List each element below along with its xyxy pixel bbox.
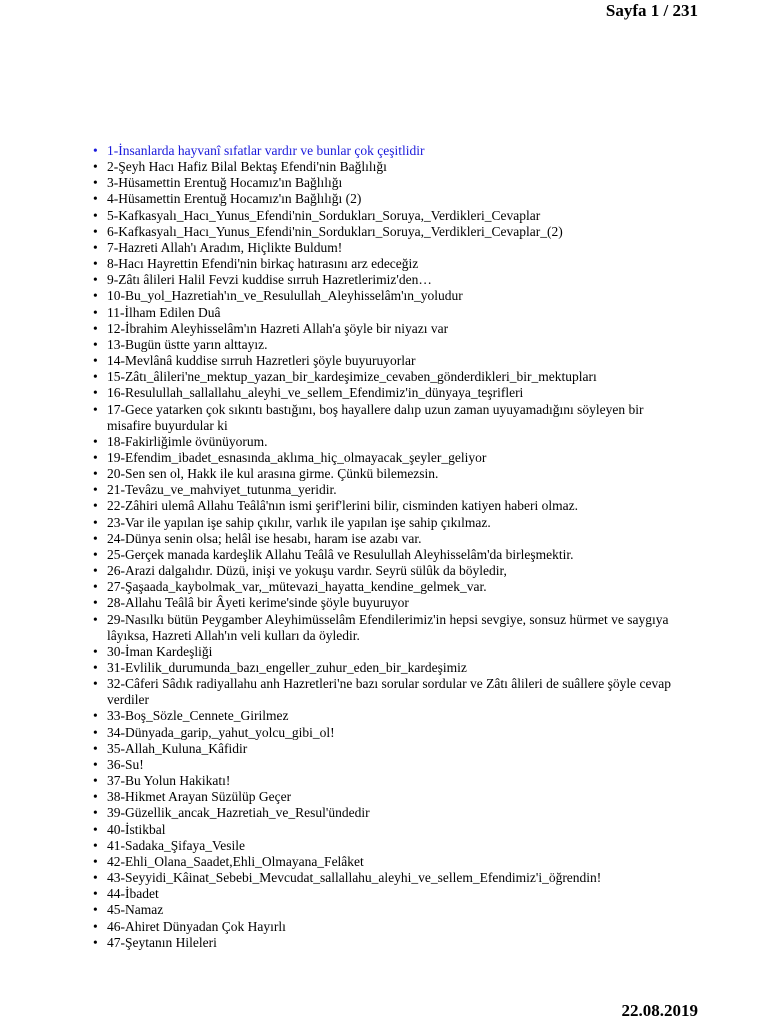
toc-item-label[interactable]: 6-Kafkasyalı_Hacı_Yunus_Efendi'nin_Sordukları_Soruya,_Verdikleri_Cevaplar_(2) <box>107 223 563 239</box>
toc-item[interactable] <box>91 143 681 159</box>
toc-item-label[interactable]: 4-Hüsamettin Erentuğ Hocamız'ın Bağlılığı (2) <box>107 191 362 207</box>
toc-item-label[interactable]: 46-Ahiret Dünyadan Çok Hayırlı <box>107 918 286 934</box>
toc-item-label[interactable]: 42-Ehli_Olana_Saadet,Ehli_Olmayana_Felâket <box>107 853 364 869</box>
toc-item[interactable] <box>91 224 681 240</box>
toc-item[interactable] <box>91 531 681 547</box>
toc-item-label[interactable]: 35-Allah_Kuluna_Kâfidir <box>107 740 248 756</box>
toc-item[interactable] <box>91 789 681 805</box>
toc-item[interactable] <box>91 175 681 191</box>
toc-item-label[interactable]: 24-Dünya senin olsa; helâl ise hesabı, haram ise azabı var. <box>107 530 422 546</box>
toc-item[interactable] <box>91 838 681 854</box>
toc-item-label[interactable]: 28-Allahu Teâlâ bir Âyeti kerime'sinde şöyle buyuruyor <box>107 595 409 611</box>
toc-item-label[interactable]: 43-Seyyidi_Kâinat_Sebebi_Mevcudat_sallallahu_aleyhi_ve_sellem_Efendimiz'i_öğrendin! <box>107 870 602 886</box>
toc-item[interactable] <box>91 159 681 175</box>
toc-item-label[interactable]: 15-Zâtı_âlileri'ne_mektup_yazan_bir_kardeşimize_cevaben_gönderdikleri_bir_mektupları <box>107 369 597 385</box>
toc-item[interactable] <box>91 288 681 304</box>
toc-item-label[interactable]: 1-İnsanlarda hayvanî sıfatlar vardır ve bunlar çok çeşitlidir <box>107 143 425 158</box>
toc-item[interactable] <box>91 708 681 724</box>
toc-item[interactable] <box>91 353 681 369</box>
toc-item-label[interactable]: 20-Sen sen ol, Hakk ile kul arasına girme. Çünkü bilemezsin. <box>107 466 439 482</box>
toc-item[interactable] <box>91 676 681 708</box>
toc-item-label[interactable]: 2-Şeyh Hacı Hafiz Bilal Bektaş Efendi'nin Bağlılığı <box>107 159 387 175</box>
toc-item[interactable] <box>91 434 681 450</box>
toc-item[interactable] <box>91 854 681 870</box>
toc-item[interactable] <box>91 725 681 741</box>
print-date: 22.08.2019 <box>621 1001 698 1020</box>
toc-item[interactable] <box>91 305 681 321</box>
toc-item-label[interactable]: 26-Arazi dalgalıdır. Düzü, inişi ve yokuşu vardır. Seyrü sülûk da böyledir, <box>107 563 507 579</box>
toc-item-label[interactable]: 32-Câferi Sâdık radiyallahu anh Hazretleri'ne bazı sorular sordular ve Zâtı âlileri de suâllere şöyle cevap verdiler <box>107 676 671 708</box>
toc-item[interactable] <box>91 741 681 757</box>
toc-item-label[interactable]: 5-Kafkasyalı_Hacı_Yunus_Efendi'nin_Sordukları_Soruya,_Verdikleri_Cevaplar <box>107 207 541 223</box>
toc-item[interactable] <box>91 919 681 935</box>
toc-item[interactable] <box>91 757 681 773</box>
toc-item-label[interactable]: 29-Nasılkı bütün Peygamber Aleyhimüsselâm Efendilerimiz'in hepsi sevgiye, sonsuz hürmet ve saygıya lâyıksa, Hazreti Allah'ın veli kulları da öyledir. <box>107 611 669 643</box>
toc-item[interactable] <box>91 450 681 466</box>
toc-item[interactable] <box>91 272 681 288</box>
toc-item[interactable] <box>91 337 681 353</box>
toc-item-label[interactable]: 44-İbadet <box>107 886 159 902</box>
toc-item-label[interactable]: 14-Mevlânâ kuddise sırruh Hazretleri şöyle buyuruyorlar <box>107 353 416 369</box>
toc-item-label[interactable]: 7-Hazreti Allah'ı Aradım, Hiçlikte Buldum! <box>107 239 343 255</box>
toc-item-label[interactable]: 22-Zâhiri ulemâ Allahu Teâlâ'nın ismi şerif'lerini bilir, cisminden katiyen haberi olmaz. <box>107 498 578 514</box>
toc-item-label[interactable]: 23-Var ile yapılan işe sahip çıkılır, varlık ile yapılan işe sahip çıkılmaz. <box>107 514 491 530</box>
toc-item[interactable] <box>91 822 681 838</box>
toc-item-label[interactable]: 10-Bu_yol_Hazretiah'ın_ve_Resulullah_Aleyhisselâm'ın_yoludur <box>107 288 463 304</box>
toc-item-label[interactable]: 45-Namaz <box>107 902 164 918</box>
toc-item[interactable] <box>91 369 681 385</box>
toc-item-label[interactable]: 31-Evlilik_durumunda_bazı_engeller_zuhur_eden_bir_kardeşimiz <box>107 660 467 675</box>
toc-item[interactable] <box>91 644 681 660</box>
table-of-contents <box>91 143 681 951</box>
toc-item[interactable] <box>91 498 681 514</box>
toc-item[interactable] <box>91 385 681 401</box>
toc-item-label[interactable]: 13-Bugün üstte yarın alttayız. <box>107 336 268 352</box>
toc-item-label[interactable]: 3-Hüsamettin Erentuğ Hocamız'ın Bağlılığı <box>107 175 343 191</box>
toc-item[interactable] <box>91 935 681 951</box>
toc-item-label[interactable]: 37-Bu Yolun Hakikatı! <box>107 773 231 789</box>
toc-item-label[interactable]: 12-İbrahim Aleyhisselâm'ın Hazreti Allah'a şöyle bir niyazı var <box>107 320 449 336</box>
toc-item-label[interactable]: 21-Tevâzu_ve_mahviyet_tutunma_yeridir. <box>107 482 337 498</box>
toc-item[interactable] <box>91 773 681 789</box>
page-number-label: Sayfa 1 / 231 <box>605 1 698 20</box>
toc-item[interactable] <box>91 886 681 902</box>
toc-item[interactable] <box>91 515 681 531</box>
toc-item[interactable] <box>91 547 681 563</box>
toc-item[interactable] <box>91 191 681 207</box>
toc-item-label[interactable]: 47-Şeytanın Hileleri <box>107 934 217 950</box>
toc-item-label[interactable]: 8-Hacı Hayrettin Efendi'nin birkaç hatırasını arz edeceğiz <box>107 256 419 272</box>
toc-item-label[interactable]: 41-Sadaka_Şifaya_Vesile <box>107 837 245 853</box>
toc-item[interactable] <box>91 660 681 676</box>
toc-item-label[interactable]: 11-İlham Edilen Duâ <box>107 304 221 320</box>
toc-item-label[interactable]: 36-Su! <box>107 756 144 772</box>
toc-item[interactable] <box>91 902 681 918</box>
toc-item[interactable] <box>91 805 681 821</box>
toc-item-label[interactable]: 25-Gerçek manada kardeşlik Allahu Teâlâ ve Resulullah Aleyhisselâm'da birleşmektir. <box>107 546 574 562</box>
toc-item[interactable] <box>91 321 681 337</box>
toc-item-label[interactable]: 17-Gece yatarken çok sıkıntı bastığını, boş hayallere dalıp uzun zaman uyuyamadığını söyleyen bir misafire buyurdular ki <box>107 401 644 433</box>
toc-item-label[interactable]: 39-Güzellik_ancak_Hazretiah_ve_Resul'ündedir <box>107 805 370 821</box>
toc-item-label[interactable]: 19-Efendim_ibadet_esnasında_aklıma_hiç_olmayacak_şeyler_geliyor <box>107 449 487 465</box>
toc-item[interactable] <box>91 208 681 224</box>
toc-item-label[interactable]: 9-Zâtı âlileri Halil Fevzi kuddise sırruh Hazretlerimiz'den… <box>107 272 432 288</box>
toc-item[interactable] <box>91 466 681 482</box>
toc-item[interactable] <box>91 482 681 498</box>
toc-item-label[interactable]: 38-Hikmet Arayan Süzülüp Geçer <box>107 789 292 805</box>
toc-item-label[interactable]: 27-Şaşaada_kaybolmak_var,_mütevazi_hayatta_kendine_gelmek_var. <box>107 579 487 595</box>
toc-item[interactable] <box>91 240 681 256</box>
toc-item-label[interactable]: 33-Boş_Sözle_Cennete_Girilmez <box>107 708 289 724</box>
toc-item[interactable] <box>91 612 681 644</box>
toc-item-label[interactable]: 16-Resulullah_sallallahu_aleyhi_ve_sellem_Efendimiz'in_dünyaya_teşrifleri <box>107 385 524 401</box>
toc-item[interactable] <box>91 579 681 595</box>
toc-item-label[interactable]: 34-Dünyada_garip,_yahut_yolcu_gibi_ol! <box>107 724 335 740</box>
toc-item[interactable] <box>91 402 681 434</box>
toc-item[interactable] <box>91 256 681 272</box>
toc-item-label[interactable]: 18-Fakirliğimle övünüyorum. <box>107 433 268 449</box>
toc-item[interactable] <box>91 870 681 886</box>
toc-item[interactable] <box>91 595 681 611</box>
toc-item-label[interactable]: 30-İman Kardeşliği <box>107 643 213 659</box>
toc-item[interactable] <box>91 563 681 579</box>
toc-item-label[interactable]: 40-İstikbal <box>107 821 166 837</box>
